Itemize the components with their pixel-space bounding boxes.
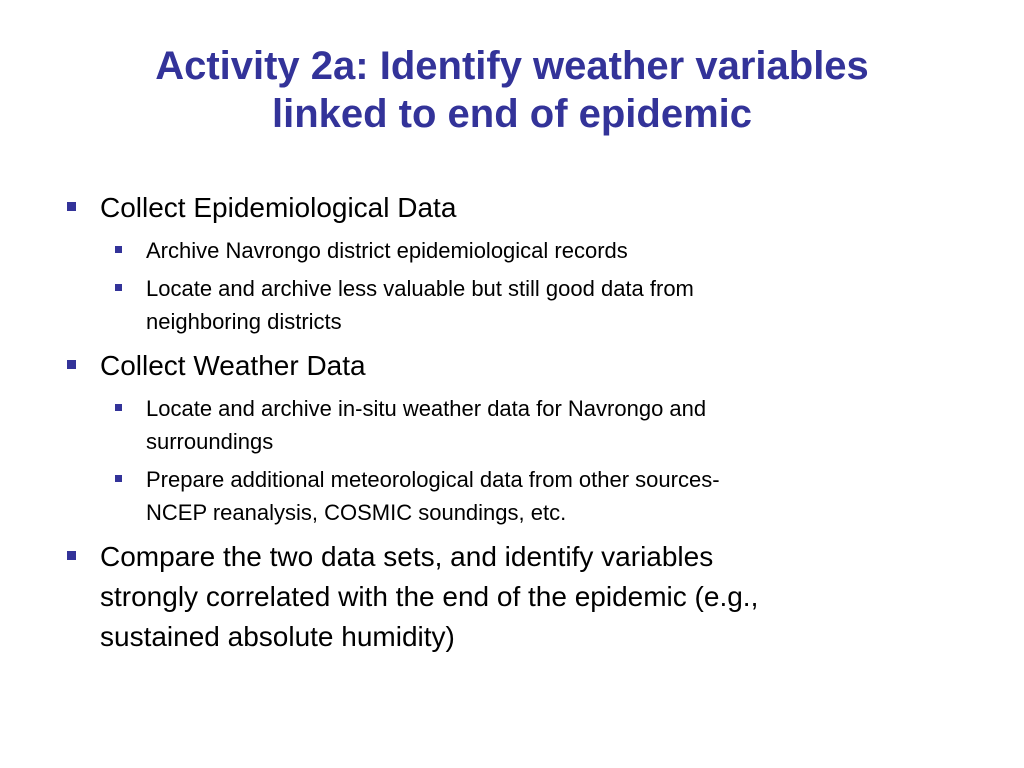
square-bullet-icon <box>115 284 122 291</box>
square-bullet-icon <box>67 551 76 560</box>
sub-bullet-text-line-1: Prepare additional meteorological data from other sources- <box>146 467 720 492</box>
sub-bullet-item <box>106 463 940 529</box>
bullet-text: Collect Weather Data <box>100 350 366 381</box>
bullet-text-line-3: sustained absolute humidity) <box>100 621 455 652</box>
slide-title-line-1: Activity 2a: Identify weather variables <box>155 44 869 88</box>
square-bullet-icon <box>115 404 122 411</box>
slide-title <box>60 42 964 138</box>
square-bullet-icon <box>67 360 76 369</box>
bullet-text-line-2: strongly correlated with the end of the epidemic (e.g., <box>100 581 759 612</box>
sub-bullet-item <box>106 272 940 338</box>
bullet-item-epidemiological <box>60 188 940 228</box>
sub-bullet-text-line-1: Locate and archive less valuable but still good data from <box>146 276 694 301</box>
sub-bullet-text: Archive Navrongo district epidemiological records <box>146 238 628 263</box>
slide-title-line-2: linked to end of epidemic <box>271 92 753 136</box>
sub-bullet-text-line-2: NCEP reanalysis, COSMIC soundings, etc. <box>146 500 567 525</box>
sub-bullet-item <box>106 392 940 458</box>
sub-bullet-item <box>106 234 940 267</box>
bullet-item-compare <box>60 537 940 657</box>
bullet-item-weather <box>60 346 940 386</box>
square-bullet-icon <box>115 475 122 482</box>
square-bullet-icon <box>115 246 122 253</box>
square-bullet-icon <box>67 202 76 211</box>
sub-bullet-text-line-2: surroundings <box>146 429 274 454</box>
bullet-text-line-1: Compare the two data sets, and identify variables <box>100 541 714 572</box>
sub-bullet-text-line-2: neighboring districts <box>146 309 342 334</box>
bullet-text: Collect Epidemiological Data <box>100 192 457 223</box>
bullet-list <box>60 188 940 657</box>
sub-bullet-text-line-1: Locate and archive in-situ weather data for Navrongo and <box>146 396 707 421</box>
